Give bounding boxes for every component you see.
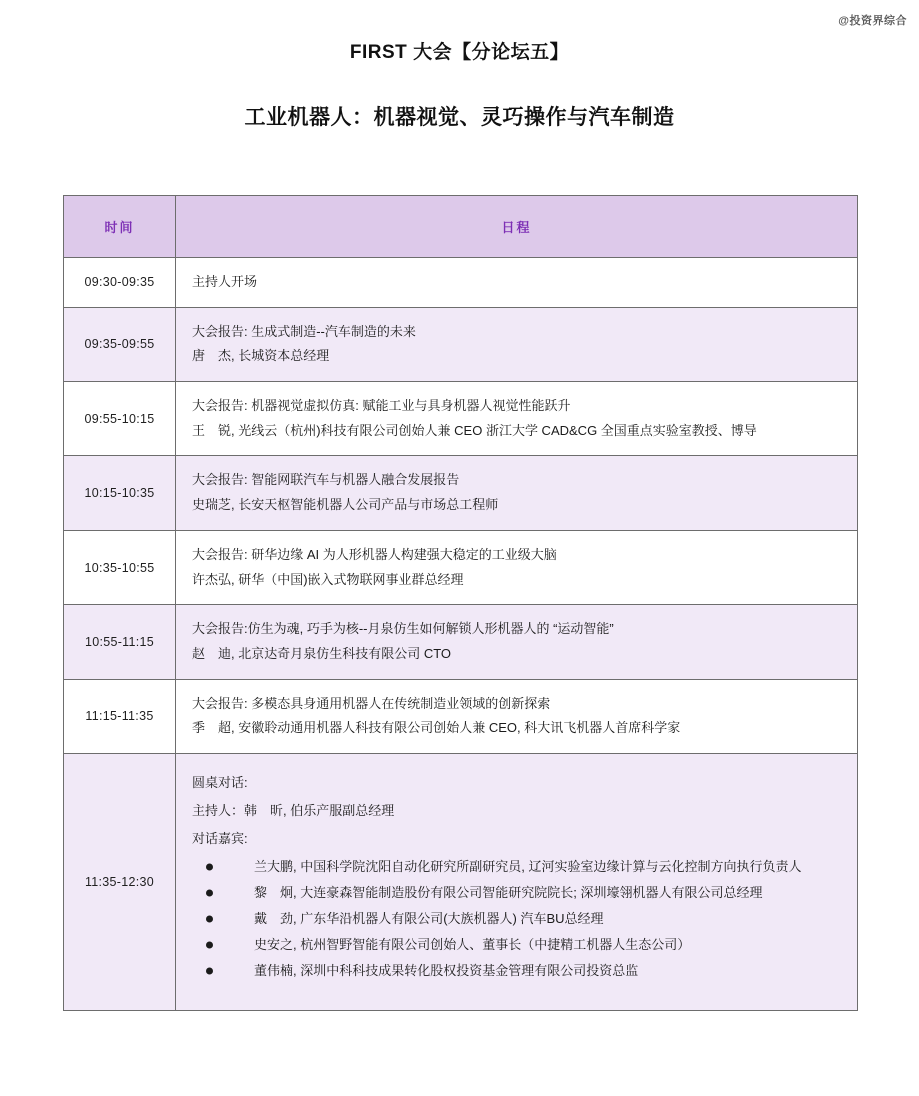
cell-time: 10:35-10:55 [64, 530, 176, 604]
table-row-roundtable [64, 753, 858, 1010]
agenda-line: 主持人开场 [192, 274, 258, 289]
agenda-line: 大会报告: 多模态具身通用机器人在传统制造业领域的创新探索 [192, 695, 551, 711]
agenda-line: 大会报告: 机器视觉虚拟仿真: 赋能工业与具身机器人视觉性能跃升 [192, 398, 571, 414]
agenda-line: 大会报告:仿生为魂, 巧手为核--月泉仿生如何解锁人形机器人的 “运动智能” [192, 621, 614, 637]
table-header [64, 196, 858, 258]
cell-time: 09:55-10:15 [64, 382, 176, 456]
cell-agenda [176, 605, 858, 679]
agenda-line: 唐 杰, 长城资本总经理 [192, 348, 330, 364]
cell-time: 11:35-12:30 [64, 753, 176, 1010]
agenda-line: 大会报告: 研华边缘 AI 为人形机器人构建强大稳定的工业级大脑 [192, 546, 557, 562]
agenda-line: 季 超, 安徽聆动通用机器人科技有限公司创始人兼 CEO, 科大讯飞机器人首席科学家 [192, 720, 681, 736]
cell-agenda [176, 382, 858, 456]
list-item: 黎 炯, 大连豪森智能制造股份有限公司智能研究院院长; 深圳壕翎机器人有限公司总经理 [192, 880, 843, 906]
agenda-table-container [63, 195, 857, 1011]
table-body [64, 258, 858, 1011]
cell-agenda [176, 307, 858, 381]
table-row [64, 605, 858, 679]
cell-time: 09:30-09:35 [64, 258, 176, 308]
agenda-line: 史瑞芝, 长安天枢智能机器人公司产品与市场总工程师 [192, 497, 499, 513]
table-row [64, 530, 858, 604]
agenda-line: 大会报告: 生成式制造--汽车制造的未来 [192, 323, 416, 339]
table-row [64, 382, 858, 456]
cell-agenda [176, 456, 858, 530]
agenda-line: 许杰弘, 研华（中国)嵌入式物联网事业群总经理 [192, 571, 464, 587]
watermark: @投资界综合 [838, 15, 907, 27]
roundtable-title: 圆桌对话: [192, 774, 248, 790]
agenda-line: 赵 迪, 北京达奇月泉仿生科技有限公司 CTO [192, 645, 452, 661]
page-title-block [0, 0, 919, 132]
agenda-table [63, 195, 858, 1011]
table-row [64, 307, 858, 381]
page-title: FIRST 大会【分论坛五】 [349, 42, 570, 63]
list-item: 董伟楠, 深圳中科科技成果转化股权投资基金管理有限公司投资总监 [192, 958, 843, 984]
cell-time: 09:35-09:55 [64, 307, 176, 381]
list-item: 兰大鹏, 中国科学院沈阳自动化研究所副研究员, 辽河实验室边缘计算与云化控制方向执行负责人 [192, 854, 843, 880]
table-row [64, 456, 858, 530]
table-row [64, 258, 858, 308]
column-header-agenda: 日程 [176, 196, 858, 258]
cell-time: 10:55-11:15 [64, 605, 176, 679]
cell-agenda [176, 679, 858, 753]
cell-agenda [176, 258, 858, 308]
table-header-row [64, 196, 858, 258]
list-item: 史安之, 杭州智野智能有限公司创始人、董事长（中捷精工机器人生态公司） [192, 932, 843, 958]
roundtable-guests-label: 对话嘉宾: [192, 830, 248, 846]
roundtable-guest-list [192, 854, 843, 984]
cell-time: 11:15-11:35 [64, 679, 176, 753]
column-header-time: 时间 [64, 196, 176, 258]
cell-agenda-roundtable [176, 753, 858, 1010]
roundtable-host-line: 主持人：韩 昕, 伯乐产服副总经理 [192, 802, 395, 818]
agenda-line: 大会报告: 智能网联汽车与机器人融合发展报告 [192, 472, 460, 488]
cell-time: 10:15-10:35 [64, 456, 176, 530]
page-subtitle: 工业机器人：机器视觉、灵巧操作与汽车制造 [244, 105, 675, 129]
table-row [64, 679, 858, 753]
cell-agenda [176, 530, 858, 604]
list-item: 戴 劲, 广东华沿机器人有限公司(大族机器人) 汽车BU总经理 [192, 906, 843, 932]
agenda-line: 王 锐, 光线云（杭州)科技有限公司创始人兼 CEO 浙江大学 CAD&CG 全国重点实验室教授、博导 [192, 422, 757, 438]
